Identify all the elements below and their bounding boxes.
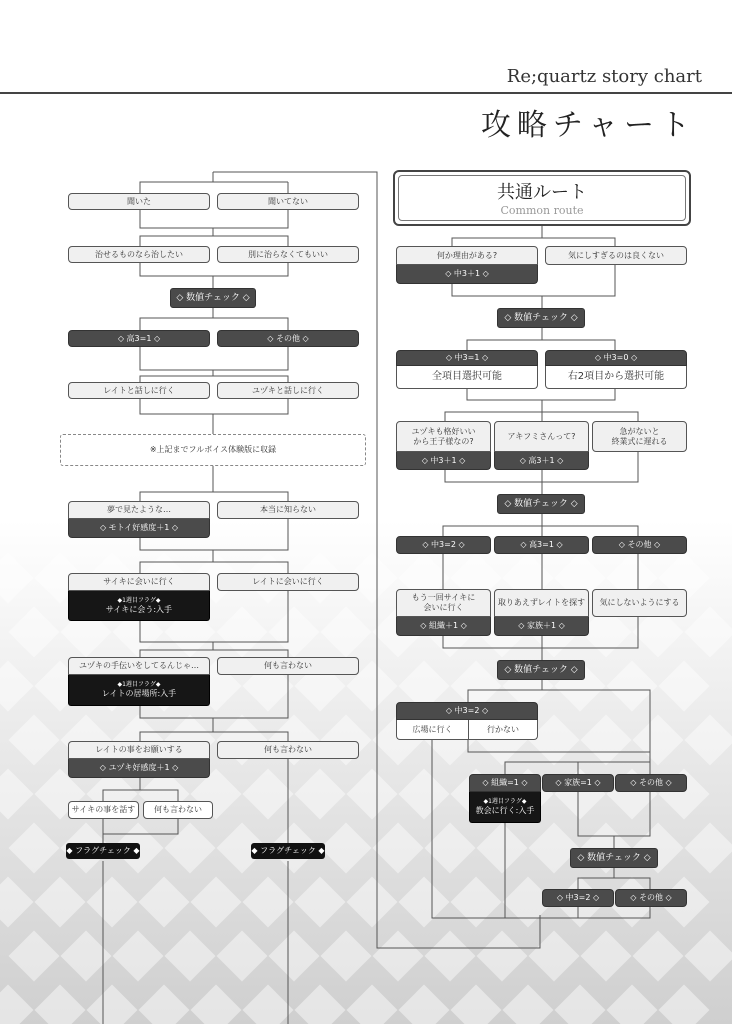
choice-search-leit[interactable]: 取りあえずレイトを探す xyxy=(494,589,589,617)
choice-say-nothing-1[interactable]: 何も言わない xyxy=(217,657,359,675)
choice-meet-saiki[interactable]: サイキに会いに行く xyxy=(68,573,210,591)
choice-seen-in-dream[interactable]: 夢で見たような… xyxy=(68,501,210,519)
choice-not-heard[interactable]: 聞いてない xyxy=(217,193,359,210)
effect-mid3-plus1-b: ◇ 中3＋1 ◇ xyxy=(396,452,491,470)
trial-version-note: ※上記までフルボイス体験版に収録 xyxy=(60,434,366,466)
condition-mid3-1: ◇ 中3=1 ◇ xyxy=(396,350,538,366)
flag-check-2: ◆ フラグチェック ◆ xyxy=(251,843,325,859)
value-check-right-1: ◇ 数値チェック ◇ xyxy=(497,308,585,328)
condition-other-right-4: ◇ その他 ◇ xyxy=(615,889,687,907)
flag-check-1: ◆ フラグチェック ◆ xyxy=(66,843,140,859)
condition-family-1: ◇ 家族=1 ◇ xyxy=(542,774,614,792)
page-title: 攻略チャート xyxy=(480,108,696,143)
choice-say-nothing-3[interactable]: 何も言わない xyxy=(143,801,213,819)
choice-say-nothing-2[interactable]: 何も言わない xyxy=(217,741,359,759)
condition-organization-1: ◇ 組織=1 ◇ xyxy=(469,774,541,792)
flag-head: ◆1週目フラグ◆ xyxy=(483,798,527,805)
header-subtitle: Re;quartz story chart xyxy=(506,66,702,87)
condition-mid3-2-b: ◇ 中3=2 ◇ xyxy=(396,702,538,720)
value-check-right-4: ◇ 数値チェック ◇ xyxy=(570,848,658,868)
effect-mid3-plus1-a: ◇ 中3＋1 ◇ xyxy=(396,265,538,284)
choice-yuzuki-prince[interactable]: ユヅキも格好いい から王子様なの? xyxy=(396,421,491,452)
all-options-available: 全項目選択可能 xyxy=(396,366,538,389)
flag-head: ◆1週目フラグ◆ xyxy=(117,596,161,604)
choice-talk-leit[interactable]: レイトと話しに行く xyxy=(68,382,210,399)
choice-heard[interactable]: 聞いた xyxy=(68,193,210,210)
value-check-right-3: ◇ 数値チェック ◇ xyxy=(497,660,585,680)
choice-really-dont-know[interactable]: 本当に知らない xyxy=(217,501,359,519)
choice-talk-yuzuki[interactable]: ユヅキと話しに行く xyxy=(217,382,359,399)
common-route-header xyxy=(393,170,691,226)
choice-meet-leit[interactable]: レイトに会いに行く xyxy=(217,573,359,591)
choice-want-cure[interactable]: 治せるものなら治したい xyxy=(68,246,210,263)
choice-no-cure[interactable]: 別に治らなくてもいい xyxy=(217,246,359,263)
condition-other-right-2: ◇ その他 ◇ xyxy=(592,536,687,554)
value-check-right-2: ◇ 数値チェック ◇ xyxy=(497,494,585,514)
condition-mid3-2-a: ◇ 中3=2 ◇ xyxy=(396,536,491,554)
effect-motoi-affection: ◇ モトイ好感度＋1 ◇ xyxy=(68,519,210,538)
choice-dont-go[interactable]: 行かない xyxy=(468,720,538,740)
flag-text: サイキに会う:入手 xyxy=(105,604,173,614)
condition-mid3-2-c: ◇ 中3=2 ◇ xyxy=(542,889,614,907)
flag-go-to-church xyxy=(469,792,541,823)
flag-text: レイトの居場所:入手 xyxy=(101,689,177,698)
condition-high3-1-right: ◇ 高3=1 ◇ xyxy=(494,536,589,554)
choice-talk-about-saiki[interactable]: サイキの事を話す xyxy=(68,801,139,819)
choice-dont-worry[interactable]: 気にしすぎるのは良くない xyxy=(545,246,687,265)
choice-ask-about-leit[interactable]: レイトの事をお願いする xyxy=(68,741,210,759)
condition-high3-1: ◇ 高3=1 ◇ xyxy=(68,330,210,347)
choice-meet-saiki-again[interactable]: もう一回サイキに 会いに行く xyxy=(396,589,491,617)
choice-some-reason[interactable]: 何か理由がある? xyxy=(396,246,538,265)
choice-helping-yuzuki[interactable]: ユヅキの手伝いをしてるんじゃ… xyxy=(68,657,210,675)
choice-go-to-plaza[interactable]: 広場に行く xyxy=(396,720,468,740)
effect-yuzuki-affection: ◇ ユヅキ好感度＋1 ◇ xyxy=(68,759,210,778)
flag-meet-saiki xyxy=(68,591,210,621)
flag-head: ◆1週目フラグ◆ xyxy=(117,681,161,688)
value-check-left-1: ◇ 数値チェック ◇ xyxy=(170,288,256,308)
condition-other-right-3: ◇ その他 ◇ xyxy=(615,774,687,792)
condition-other-left-1: ◇ その他 ◇ xyxy=(217,330,359,347)
effect-high3-plus1: ◇ 高3＋1 ◇ xyxy=(494,452,589,470)
right-two-options-available: 右2項目から選択可能 xyxy=(545,366,687,389)
choice-dont-mind[interactable]: 気にしないようにする xyxy=(592,589,687,617)
effect-family-plus1: ◇ 家族＋1 ◇ xyxy=(494,617,589,636)
condition-mid3-0: ◇ 中3=0 ◇ xyxy=(545,350,687,366)
choice-who-is-akifumi[interactable]: アキフミさんって? xyxy=(494,421,589,452)
flag-text: 教会に行く:入手 xyxy=(475,806,535,815)
choice-hurry-ceremony[interactable]: 急がないと 終業式に遅れる xyxy=(592,421,687,452)
common-route-title: 共通ルート xyxy=(497,182,587,203)
common-route-subtitle: Common route xyxy=(500,204,584,217)
flag-leit-location xyxy=(68,675,210,706)
effect-organization-plus1: ◇ 組織＋1 ◇ xyxy=(396,617,491,636)
